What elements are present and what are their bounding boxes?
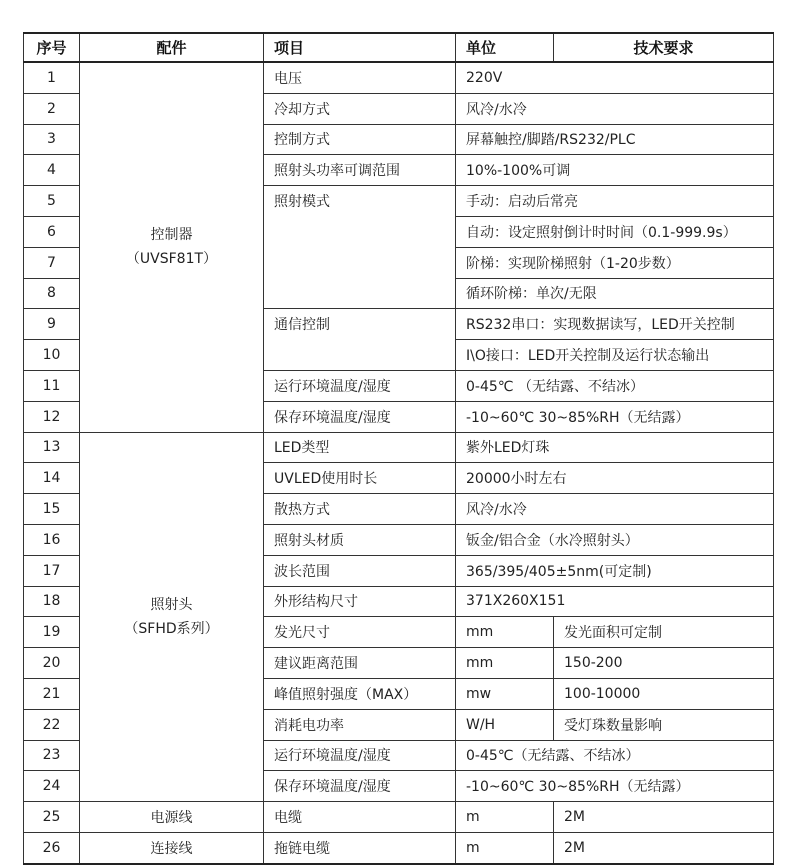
row-no: 24: [24, 771, 80, 802]
row-value: 0-45℃ （无结露、不结冰）: [456, 370, 774, 401]
header-component: 配件: [80, 33, 264, 62]
row-unit: m: [456, 802, 554, 833]
row-value: 屏幕触控/脚踏/RS232/PLC: [456, 124, 774, 155]
row-no: 17: [24, 555, 80, 586]
component-link-cable: 连接线: [80, 832, 264, 863]
table-row: [24, 432, 774, 463]
row-no: 16: [24, 524, 80, 555]
row-item: 照射头功率可调范围: [264, 155, 456, 186]
row-value: 2M: [554, 802, 774, 833]
header-requirement: 技术要求: [554, 33, 774, 62]
row-item: 波长范围: [264, 555, 456, 586]
row-value: 10%-100%可调: [456, 155, 774, 186]
table-row: [24, 802, 774, 833]
row-item: 保存环境温度/湿度: [264, 771, 456, 802]
row-no: 20: [24, 648, 80, 679]
row-item: 峰值照射强度（MAX）: [264, 678, 456, 709]
row-item: 电缆: [264, 802, 456, 833]
row-value: 循环阶梯：单次/无限: [456, 278, 774, 309]
row-item: 散热方式: [264, 494, 456, 525]
row-item: 消耗电功率: [264, 709, 456, 740]
row-value: 371X260X151: [456, 586, 774, 617]
row-value: 100-10000: [554, 678, 774, 709]
row-no: 5: [24, 186, 80, 217]
row-value: 风冷/水冷: [456, 494, 774, 525]
component-head: [80, 432, 264, 802]
row-unit: mm: [456, 648, 554, 679]
row-value: 受灯珠数量影响: [554, 709, 774, 740]
row-value: 220V: [456, 62, 774, 93]
row-item: 运行环境温度/湿度: [264, 370, 456, 401]
row-value: -10~60℃ 30~85%RH（无结露）: [456, 771, 774, 802]
row-item: 发光尺寸: [264, 617, 456, 648]
row-no: 12: [24, 401, 80, 432]
row-value: 钣金/铝合金（水冷照射头）: [456, 524, 774, 555]
row-value: 紫外LED灯珠: [456, 432, 774, 463]
row-value: 0-45℃（无结露、不结冰）: [456, 740, 774, 771]
component-controller: [80, 62, 264, 432]
component-name: 控制器: [150, 227, 193, 244]
row-item: 拖链电缆: [264, 832, 456, 863]
row-no: 13: [24, 432, 80, 463]
header-unit: 单位: [456, 33, 554, 62]
row-value: 20000小时左右: [456, 463, 774, 494]
row-value: 自动：设定照射倒计时时间（0.1-999.9s）: [456, 216, 774, 247]
spec-table: [23, 32, 774, 865]
row-no: 1: [24, 62, 80, 93]
component-name: 照射头: [150, 596, 193, 613]
row-item: UVLED使用时长: [264, 463, 456, 494]
row-no: 23: [24, 740, 80, 771]
header-no: 序号: [24, 33, 80, 62]
row-value: 阶梯：实现阶梯照射（1-20步数）: [456, 247, 774, 278]
row-item: 建议距离范围: [264, 648, 456, 679]
row-no: 25: [24, 802, 80, 833]
row-no: 26: [24, 832, 80, 863]
row-no: 7: [24, 247, 80, 278]
row-no: 2: [24, 93, 80, 124]
row-no: 6: [24, 216, 80, 247]
row-no: 18: [24, 586, 80, 617]
row-item: 照射头材质: [264, 524, 456, 555]
row-item: 通信控制: [264, 309, 456, 371]
row-unit: W/H: [456, 709, 554, 740]
row-unit: mw: [456, 678, 554, 709]
component-power-cable: 电源线: [80, 802, 264, 833]
component-model: （UVSF81T）: [125, 251, 218, 268]
row-item: 保存环境温度/湿度: [264, 401, 456, 432]
table-row: [24, 62, 774, 93]
row-value: 风冷/水冷: [456, 93, 774, 124]
row-value: RS232串口：实现数据读写，LED开关控制: [456, 309, 774, 340]
row-no: 10: [24, 340, 80, 371]
row-value: 365/395/405±5nm(可定制): [456, 555, 774, 586]
row-no: 19: [24, 617, 80, 648]
row-no: 4: [24, 155, 80, 186]
row-item: LED类型: [264, 432, 456, 463]
table-row: [24, 832, 774, 863]
row-item: 运行环境温度/湿度: [264, 740, 456, 771]
row-no: 3: [24, 124, 80, 155]
row-no: 9: [24, 309, 80, 340]
table-header-row: [24, 33, 774, 62]
row-unit: mm: [456, 617, 554, 648]
spec-table-container: [23, 32, 774, 865]
header-item: 项目: [264, 33, 456, 62]
row-item: 冷却方式: [264, 93, 456, 124]
row-no: 15: [24, 494, 80, 525]
row-item: 控制方式: [264, 124, 456, 155]
component-model: （SFHD系列）: [124, 620, 219, 637]
row-item: 电压: [264, 62, 456, 93]
row-no: 11: [24, 370, 80, 401]
row-value: I\O接口：LED开关控制及运行状态输出: [456, 340, 774, 371]
row-item: 照射模式: [264, 186, 456, 309]
row-value: 手动：启动后常亮: [456, 186, 774, 217]
row-no: 22: [24, 709, 80, 740]
row-unit: m: [456, 832, 554, 863]
row-no: 8: [24, 278, 80, 309]
row-no: 21: [24, 678, 80, 709]
row-item: 外形结构尺寸: [264, 586, 456, 617]
row-value: 2M: [554, 832, 774, 863]
row-no: 14: [24, 463, 80, 494]
row-value: 发光面积可定制: [554, 617, 774, 648]
row-value: -10~60℃ 30~85%RH（无结露）: [456, 401, 774, 432]
row-value: 150-200: [554, 648, 774, 679]
